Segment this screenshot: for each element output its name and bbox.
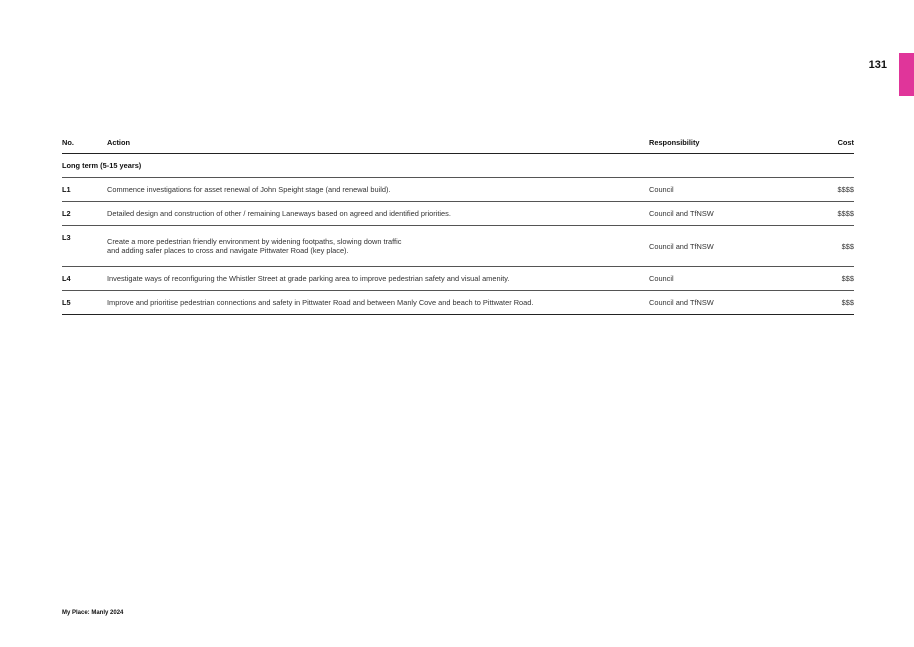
table-row <box>62 226 854 267</box>
table-row <box>62 291 854 315</box>
row-number: L5 <box>62 291 107 315</box>
row-cost: $$$ <box>799 291 854 315</box>
row-number: L2 <box>62 202 107 226</box>
group-row <box>62 154 854 178</box>
row-action: Detailed design and construction of other / remaining Laneways based on agreed and identified priorities. <box>107 202 649 226</box>
page-number: 131 <box>868 59 887 71</box>
row-action-line-1: Create a more pedestrian friendly environment by widening footpaths, slowing down traffic <box>107 236 402 246</box>
row-responsibility: Council and TfNSW <box>649 226 799 267</box>
row-cost: $$$ <box>799 267 854 291</box>
header-responsibility: Responsibility <box>649 131 799 154</box>
table-row <box>62 202 854 226</box>
row-cost: $$$ <box>799 226 854 267</box>
row-responsibility: Council <box>649 267 799 291</box>
row-number: L4 <box>62 267 107 291</box>
header-no: No. <box>62 131 107 154</box>
table-row <box>62 267 854 291</box>
row-number: L3 <box>62 226 107 267</box>
accent-tab <box>899 53 914 96</box>
row-action: Investigate ways of reconfiguring the Whistler Street at grade parking area to improve pedestrian safety and visual amenity. <box>107 267 649 291</box>
action-table <box>62 131 854 315</box>
table-header-row <box>62 131 854 154</box>
row-action: Commence investigations for asset renewal of John Speight stage (and renewal build). <box>107 178 649 202</box>
row-responsibility: Council <box>649 178 799 202</box>
header-cost: Cost <box>799 131 854 154</box>
row-action <box>107 226 649 267</box>
document-footer: My Place: Manly 2024 <box>62 610 124 616</box>
group-title: Long term (5-15 years) <box>62 154 854 178</box>
row-cost: $$$$ <box>799 202 854 226</box>
row-cost: $$$$ <box>799 178 854 202</box>
row-action: Improve and prioritise pedestrian connections and safety in Pittwater Road and between Manly Cove and beach to Pittwater Road. <box>107 291 649 315</box>
row-number: L1 <box>62 178 107 202</box>
row-responsibility: Council and TfNSW <box>649 291 799 315</box>
table-row <box>62 178 854 202</box>
header-action: Action <box>107 131 649 154</box>
action-table-container <box>62 131 854 315</box>
row-action-line-2: and adding safer places to cross and navigate Pittwater Road (key place). <box>107 246 349 255</box>
row-responsibility: Council and TfNSW <box>649 202 799 226</box>
